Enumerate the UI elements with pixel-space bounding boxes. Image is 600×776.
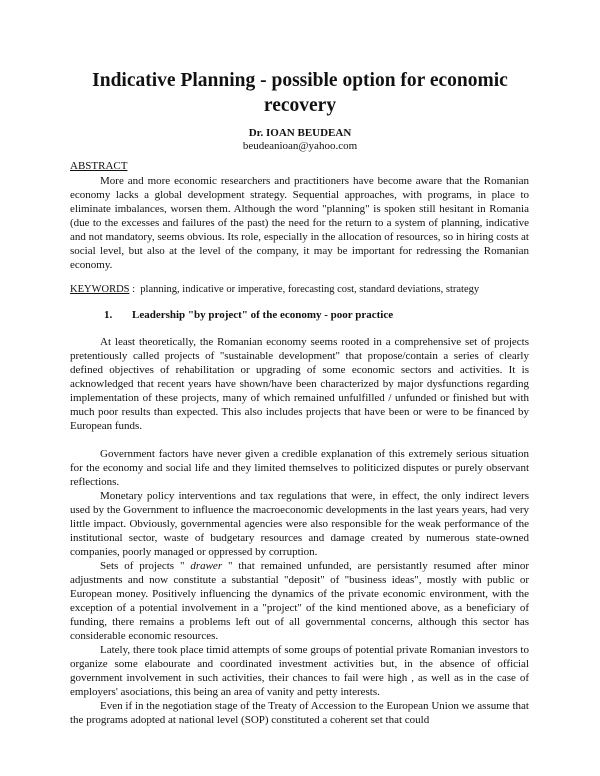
abstract-heading: ABSTRACT [70,160,128,172]
section-number: 1. [104,309,113,321]
body-paragraph-6: Even if in the negotiation stage of the Treaty of Accession to the European Union we assume that the programs adopted at national level (SOP) constituted a coherent set that could [70,700,529,726]
keywords-separator: : [129,284,141,295]
paper-title: Indicative Planning - possible option for economic recovery [92,70,508,116]
paragraph-4-italic-word: drawer [190,560,223,572]
body-paragraph-5: Lately, there took place timid attempts of some groups of potential private Romanian investors to organize some elabourate and coordinated investment activities but, in the absence of official government involvement in such activities, their chances to fail were high , as well as in the case of employers' asociations, this being an area of vanity and petty interests. [70,644,529,698]
section-heading [104,308,393,322]
body-paragraph-2: Government factors have never given a credible explanation of this extremely serious situation for the economy and social life and they limited themselves to politicized disputes or purely observant reflections. [70,448,529,488]
paragraph-4-start: Sets of projects " [100,560,191,572]
keywords-line [70,283,540,296]
author-name: Dr. IOAN BEUDEAN [248,127,352,139]
author-email: beudeanioan@yahoo.com [242,140,358,152]
body-paragraph-1: At least theoretically, the Romanian economy seems rooted in a comprehensive set of projects pretentiously called projects of "sustainable development" that propose/contain a series of clearly defined objectives of rehabilitation or upgrading of some economic sectors and activities. It is acknowledged that recent years have shown/have been characterized by major dysfunctions regarding implementation of these projects, many of which remained unfulfilled / unfunded or finished but with much poor results than expected. This also includes projects that have been or were to be financed by European funds. [70,336,529,432]
keywords-label: KEYWORDS [70,284,130,295]
section-title: Leadership "by project" of the economy - poor practice [132,309,394,321]
paragraph-4-rest: " that remained unfunded, are persistantly resumed after minor adjustments and now constitute a substantial "deposit" of "business ideas", mostly with public or European money. Positively influencing the dynamics of the private economic environment, with the exception of a potential involvement in a "project" of the kind mentioned above, as a beneficiary of funding, there remains a problems left out of all governmental concerns, although this sector has considerable economic resources. [70,560,529,642]
body-paragraph-4 [70,559,529,643]
body-paragraph-3: Monetary policy interventions and tax regulations that were, in effect, the only indirect levers used by the Government to influence the macroeconomic developments in the last years years, had very little impact. Obviously, governmental agencies were also responsible for the weak performance of the institutional sector, waste of budgetary resources and damage created by numerous state-owned companies, poorly managed or oppressed by corruption. [70,490,529,558]
keywords-text: planning, indicative or imperative, forecasting cost, standard deviations, strategy [140,284,480,295]
abstract-text: More and more economic researchers and practitioners have become aware that the Romanian economy lacks a global development strategy. Sequential approaches, with programs, in place to eliminate imbalances, worsen them. Although the word "planning" is spoken still hesitant in Romania (due to the excesses and failures of the past) the need for the return to a system of planning, indicative and not mandatory, seems obvious. Its role, especially in the allocation of resources, so in hiring costs at social level, but also at the level of the company, it may be important for redressing the Romanian economy. [70,175,529,271]
